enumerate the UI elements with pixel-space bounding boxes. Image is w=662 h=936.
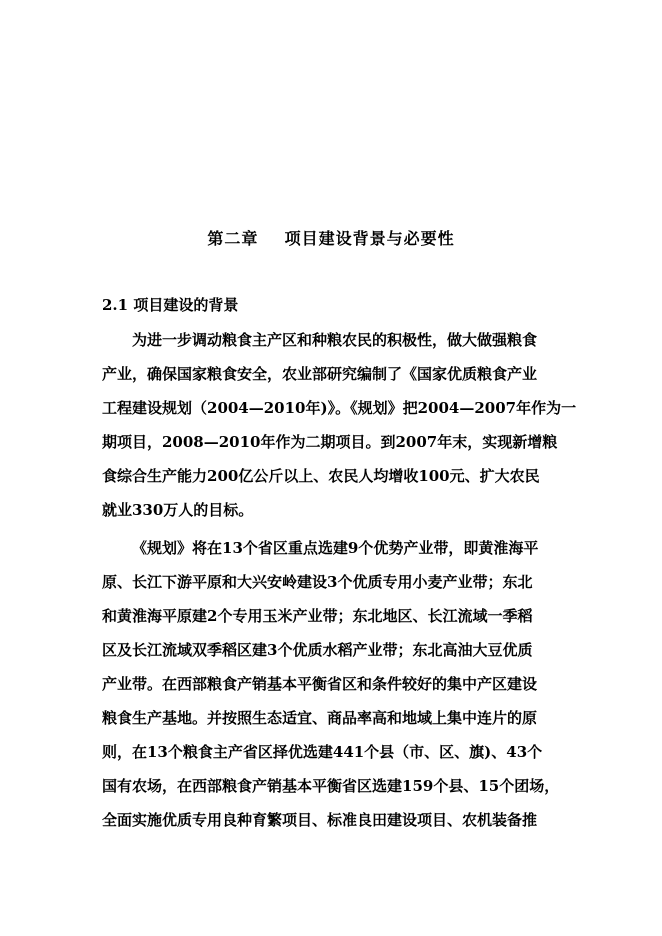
paragraph-2-line: 国有农场，在西部粮食产销基本平衡省区选建159个县、15个团场， xyxy=(102,777,560,795)
paragraph-1-line: 为进一步调动粮食主产区和种粮农民的积极性，做大做强粮食 xyxy=(132,331,538,349)
paragraph-2-line: 则，在13个粮食主产省区择优选建441个县（市、区、旗)、43个 xyxy=(102,743,543,761)
paragraph-1-line: 食综合生产能力200亿公斤以上、农民人均增收100元、扩大农民 xyxy=(102,467,540,485)
paragraph-1-line: 产业，确保国家粮食安全，农业部研究编制了《国家优质粮食产业 xyxy=(102,365,538,383)
paragraph-2-line: 产业带。在西部粮食产销基本平衡省区和条件较好的集中产区建设 xyxy=(102,675,538,693)
paragraph-2-line: 区及长江流域双季稻区建3个优质水稻产业带；东北高油大豆优质 xyxy=(102,641,533,659)
paragraph-1-line: 期项目，2008—2010年作为二期项目。到2007年末，实现新增粮 xyxy=(102,433,558,451)
chapter-title: 第二章 项目建设背景与必要性 xyxy=(207,229,455,248)
paragraph-1-line: 工程建设规划（2004—2010年)》。《规划》把2004—2007年作为一 xyxy=(102,399,577,417)
paragraph-2-line: 全面实施优质专用良种育繁项目、标准良田建设项目、农机装备推 xyxy=(102,811,538,829)
paragraph-2-line: 和黄淮海平原建2个专用玉米产业带；东北地区、长江流域一季稻 xyxy=(102,607,533,625)
section-heading: 2.1 项目建设的背景 xyxy=(102,296,239,314)
paragraph-1-line: 就业330万人的目标。 xyxy=(102,501,254,519)
paragraph-2-line: 原、长江下游平原和大兴安岭建设3个优质专用小麦产业带；东北 xyxy=(102,573,533,591)
paragraph-2-line: 粮食生产基地。并按照生态适宜、商品率高和地域上集中连片的原 xyxy=(102,709,538,727)
paragraph-2-line: 《规划》将在13个省区重点选建9个优势产业带，即黄淮海平 xyxy=(132,539,539,557)
